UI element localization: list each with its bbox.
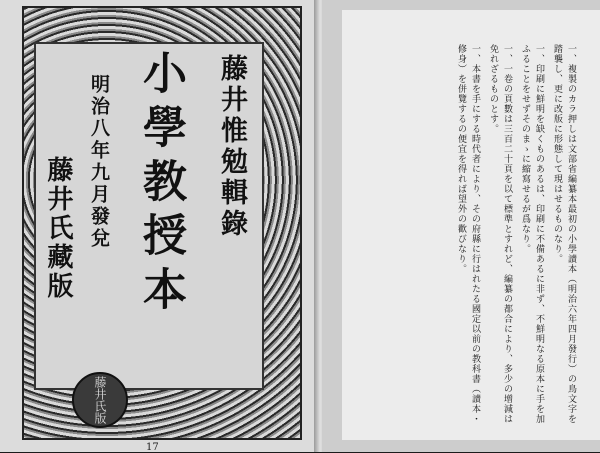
right-page (322, 0, 600, 452)
page-number: 17 (146, 442, 159, 453)
seal-text: 藤井氏版 (93, 376, 107, 424)
publisher-line: 藤井氏藏版 (43, 156, 73, 301)
editorial-note: 一、本書を手にする時代者により、その府縣に行はれたる國定以前の教科書（讀本・修身）を併覽するの便宜を得れば望外の歡びなり。 (456, 44, 480, 424)
title-panel (34, 42, 264, 424)
book-title: 小學教授本 (135, 50, 186, 320)
editorial-note: 一、印刷に鮮明を缺くものあるは、印刷に不備あるに非ず、不鮮明なる原本に手を加ふることをせずそのまゝに縮寫せるが爲なり。 (520, 44, 544, 424)
publisher-seal (72, 372, 128, 428)
editorial-note: 一、一卷の頁數は三百二十頁を以て標準とすれど、編纂の都合により、多少の增減は免れざるものとす。 (488, 44, 512, 424)
publication-date: 明治八年九月發兌 (88, 74, 110, 250)
editorial-note: 一、複製のカラ押しは文部省編纂本最初の小學讀本（明治六年四月發行）の鳥文字を踏襲し、更に改版に形態して現はせるものなり。 (552, 44, 576, 424)
notes-panel (342, 10, 600, 440)
author-line: 藤井惟勉輯錄 (216, 54, 247, 240)
